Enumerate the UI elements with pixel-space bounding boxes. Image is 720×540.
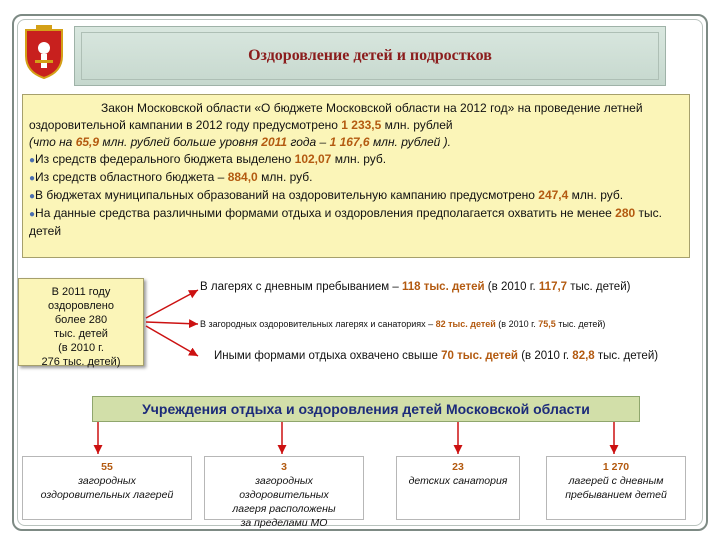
bullet-text: тыс. детей bbox=[29, 206, 662, 238]
line-text: тыс. детей bbox=[453, 350, 518, 362]
federal-budget-value: 102,07 bbox=[294, 152, 332, 166]
institution-count: 3 bbox=[281, 461, 287, 473]
day-camps-line bbox=[200, 281, 630, 293]
summary-line: 276 тыс. детей) bbox=[41, 356, 121, 368]
line-text: тыс. детей bbox=[420, 281, 485, 293]
bullet-icon: ● bbox=[29, 209, 36, 220]
line-text: В загородных оздоровительных лагерях и санаториях – bbox=[200, 319, 436, 329]
line-text: тыс. детей bbox=[445, 319, 496, 329]
other-forms-line bbox=[214, 350, 658, 362]
institution-label: загородных оздоровительных лагеря расположены за пределами МО bbox=[232, 475, 336, 529]
budget-2011-value: 1 167,6 bbox=[329, 135, 370, 149]
coverage-value: 280 bbox=[615, 206, 636, 220]
year-value: 2011 bbox=[261, 135, 288, 149]
institutions-title: Учреждения отдыха и оздоровления детей Московской области bbox=[92, 396, 640, 422]
arrow-to-other-forms bbox=[146, 326, 198, 356]
summary-line: (в 2010 г. bbox=[58, 342, 104, 354]
sanatoriums-2010-value: 75,5 bbox=[538, 319, 556, 329]
intro-text: млн. рублей больше уровня bbox=[99, 135, 262, 149]
regional-budget-value: 884,0 bbox=[227, 170, 258, 184]
institution-card bbox=[22, 456, 192, 520]
institution-label: детских санатория bbox=[408, 475, 508, 487]
intro-text: млн. рублей ). bbox=[369, 135, 452, 149]
bullet-text: млн. руб. bbox=[568, 188, 624, 202]
bullet-text: Из средств областного бюджета – bbox=[35, 170, 228, 184]
total-budget-value: 1 233,5 bbox=[341, 118, 382, 132]
intro-text: (что на bbox=[29, 135, 76, 149]
summary-line: оздоровлено bbox=[48, 300, 114, 312]
bullet-icon: ● bbox=[29, 155, 36, 166]
other-forms-2010-value: 82,8 bbox=[572, 350, 595, 362]
institution-card bbox=[396, 456, 520, 520]
intro-text: млн. рублей bbox=[381, 118, 453, 132]
other-forms-value: 70 bbox=[441, 350, 454, 362]
institution-count: 23 bbox=[452, 461, 464, 473]
line-text: тыс. детей) bbox=[567, 281, 631, 293]
sanatoriums-value: 82 bbox=[435, 319, 446, 329]
institution-label: лагерей с дневным пребыванием детей bbox=[565, 475, 667, 501]
municipal-budget-value: 247,4 bbox=[538, 188, 569, 202]
page-title: Оздоровление детей и подростков bbox=[248, 47, 492, 64]
bullet-text: На данные средства различными формами отдыха и оздоровления предполагается охватить не менее bbox=[35, 206, 616, 220]
line-text: (в 2010 г. bbox=[518, 350, 573, 362]
institution-card bbox=[204, 456, 364, 529]
line-text: (в 2010 г. bbox=[495, 319, 539, 329]
budget-increase-value: 65,9 bbox=[75, 135, 100, 149]
bullet-icon: ● bbox=[29, 173, 36, 184]
bullet-text: млн. руб. bbox=[257, 170, 313, 184]
summary-line: более 280 bbox=[54, 314, 108, 326]
line-text: тыс. детей) bbox=[555, 319, 606, 329]
line-text: тыс. детей) bbox=[594, 350, 659, 362]
intro-text: года – bbox=[287, 135, 330, 149]
intro-text: Закон Московской области «О бюджете Московской области на 2012 год» на проведение летней оздоровительной кампании в 2012 году предусмотрено bbox=[29, 101, 643, 132]
summary-line: тыс. детей bbox=[54, 328, 108, 340]
arrow-to-sanatoriums bbox=[146, 322, 198, 324]
institution-count: 1 270 bbox=[602, 461, 630, 473]
institution-card bbox=[546, 456, 686, 520]
institution-label: загородных оздоровительных лагерей bbox=[40, 475, 174, 501]
bullet-text: В бюджетах муниципальных образований на оздоровительную кампанию предусмотрено bbox=[35, 188, 539, 202]
line-text: В лагерях с дневным пребыванием – bbox=[200, 281, 402, 293]
day-camps-2010-value: 117,7 bbox=[538, 281, 568, 293]
institution-count: 55 bbox=[101, 461, 113, 473]
line-text: Иными формами отдыха охвачено свыше bbox=[214, 350, 442, 362]
line-text: (в 2010 г. bbox=[484, 281, 539, 293]
bullet-icon: ● bbox=[29, 191, 36, 202]
bullet-text: Из средств федерального бюджета выделено bbox=[35, 152, 295, 166]
summary-line: В 2011 году bbox=[51, 286, 111, 298]
arrow-to-day-camps bbox=[146, 290, 198, 318]
bullet-text: млн. руб. bbox=[331, 152, 387, 166]
sanatoriums-line bbox=[200, 319, 605, 329]
day-camps-value: 118 bbox=[401, 281, 421, 293]
